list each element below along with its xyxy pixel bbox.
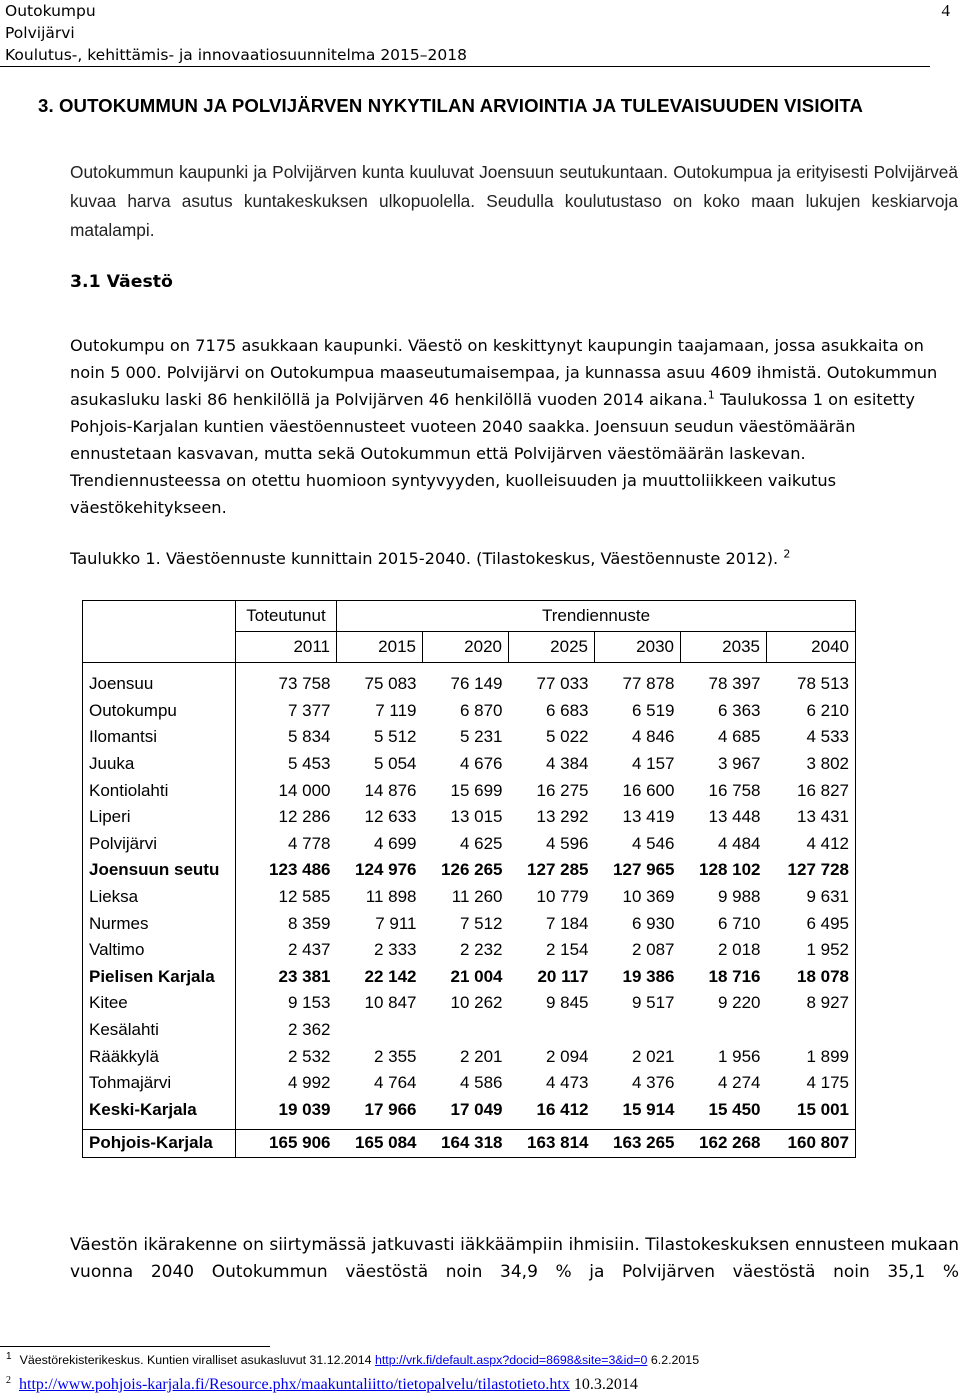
total-value: 163 814 <box>527 1133 589 1153</box>
intro-paragraph: Outokummun kaupunki ja Polvijärven kunta kuuluvat Joensuun seutukuntaan. Outokumpua ja erityisesti Polvijärveä kuvaa harva asutus kuntakeskuksen ulkopuolella. Seudulla koulutustaso on koko maan lukujen keskiarvoja matalampi. <box>70 162 958 240</box>
population-value: 16 758 <box>708 780 761 800</box>
table-row <box>83 964 856 991</box>
population-value: 19 386 <box>622 966 675 986</box>
population-value: 6 930 <box>631 913 675 933</box>
population-value: 4 586 <box>459 1073 503 1093</box>
population-value: 128 102 <box>699 860 761 880</box>
table-header-row-groups <box>83 601 856 632</box>
year-header: 2011 <box>236 632 337 663</box>
footnote-1-link[interactable]: http://vrk.fi/default.aspx?docid=8698&site=3&id=0 <box>374 1353 648 1367</box>
population-value: 4 685 <box>717 727 761 747</box>
footnote-2-suffix: 10.3.2014 <box>573 1376 638 1393</box>
table-row <box>83 884 856 911</box>
population-value <box>681 1017 767 1044</box>
population-value: 9 631 <box>806 887 849 907</box>
subsection-title: 3.1 Väestö <box>70 272 173 292</box>
municipality-name: Valtimo <box>89 940 145 960</box>
population-value: 7 911 <box>375 913 417 933</box>
population-value: 13 015 <box>450 807 503 827</box>
footnote-2-mark: 2 <box>6 1374 11 1386</box>
population-value: 6 495 <box>806 913 849 933</box>
population-value: 21 004 <box>450 966 503 986</box>
municipality-name: Juuka <box>89 754 135 774</box>
population-value <box>337 1017 423 1044</box>
population-value: 2 333 <box>373 940 417 960</box>
population-value: 9 153 <box>236 990 337 1017</box>
footnote-1-suffix: 6.2.2015 <box>650 1353 700 1367</box>
population-value: 10 369 <box>622 887 675 907</box>
population-value: 17 049 <box>450 1099 503 1119</box>
total-value: 163 265 <box>613 1133 675 1153</box>
section-title: 3. OUTOKUMMUN JA POLVIJÄRVEN NYKYTILAN ARVIOINTIA JA TULEVAISUUDEN VISIOITA <box>38 95 864 116</box>
population-value: 5 231 <box>459 727 503 747</box>
population-value: 15 001 <box>797 1099 849 1119</box>
population-value: 2 437 <box>236 937 337 964</box>
footnote-1-mark: 1 <box>6 1350 12 1362</box>
population-value: 12 585 <box>236 884 337 911</box>
municipality-name: Kesälahti <box>89 1020 159 1040</box>
spacer-cell <box>337 663 423 672</box>
population-value: 5 512 <box>373 727 417 747</box>
population-value: 14 000 <box>236 777 337 804</box>
population-value <box>423 1017 509 1044</box>
population-value: 8 359 <box>236 910 337 937</box>
table-header-row-years <box>83 632 856 663</box>
total-value: 164 318 <box>441 1133 503 1153</box>
population-value: 4 778 <box>236 831 337 858</box>
municipality-name: Joensuu <box>89 674 154 694</box>
table-row <box>83 724 856 751</box>
header-line-2: Polvijärvi <box>5 24 75 42</box>
population-value: 16 600 <box>622 780 675 800</box>
population-value: 6 710 <box>717 913 761 933</box>
population-value: 7 512 <box>459 913 503 933</box>
body-part-1: Outokumpu on 7175 asukkaan kaupunki. Väestö on keskittynyt kaupungin taajamaan, jossa asukkaita on noin 5 000. Polvijärvi on Outokumpua maaseutumaisempaa, ja kunnassa asuu 4609 ihmistä. Outokummun asukasluku laski 86 henkilöllä ja Polvijärven 46 henkilöllä vuoden 2014 aikana. <box>70 336 938 409</box>
population-value: 4 596 <box>545 833 589 853</box>
population-value: 2 087 <box>631 940 675 960</box>
table-row <box>83 937 856 964</box>
population-value: 1 956 <box>717 1046 761 1066</box>
population-value <box>767 1017 856 1044</box>
population-value: 2 154 <box>545 940 589 960</box>
population-value: 13 431 <box>797 807 849 827</box>
population-value: 16 827 <box>797 780 849 800</box>
population-value: 2 532 <box>236 1043 337 1070</box>
population-value: 14 876 <box>364 780 417 800</box>
year-header: 2025 <box>509 632 595 663</box>
population-value: 4 157 <box>631 754 675 774</box>
table-row <box>83 1097 856 1124</box>
page-number: 4 <box>941 1 950 20</box>
population-value: 6 683 <box>545 700 589 720</box>
population-value: 12 286 <box>236 804 337 831</box>
population-value: 127 285 <box>527 860 589 880</box>
header-actual: Toteutunut <box>236 601 337 632</box>
population-value: 1 899 <box>806 1046 849 1066</box>
table-row <box>83 857 856 884</box>
population-value: 10 779 <box>536 887 589 907</box>
population-value: 16 275 <box>536 780 589 800</box>
population-value: 3 967 <box>717 754 761 774</box>
header-blank-cell <box>83 601 236 632</box>
population-value: 2 201 <box>459 1046 503 1066</box>
header-divider <box>0 66 930 67</box>
municipality-name: Kontiolahti <box>89 780 169 800</box>
population-value: 3 802 <box>806 754 849 774</box>
population-value: 5 022 <box>545 727 589 747</box>
table-row <box>83 751 856 778</box>
population-value: 11 898 <box>365 887 417 907</box>
header-forecast: Trendiennuste <box>337 601 856 632</box>
municipality-name: Ilomantsi <box>89 727 158 747</box>
population-value: 5 453 <box>236 751 337 778</box>
population-value: 4 546 <box>631 833 675 853</box>
municipality-name: Liperi <box>89 807 131 827</box>
population-value: 13 448 <box>708 807 761 827</box>
population-value: 127 965 <box>613 860 675 880</box>
page-header <box>5 0 467 66</box>
footnote-2 <box>6 1376 638 1394</box>
footnote-divider <box>0 1346 270 1347</box>
population-value: 4 676 <box>459 754 503 774</box>
year-header: 2035 <box>681 632 767 663</box>
municipality-name: Polvijärvi <box>89 833 158 853</box>
total-value: 162 268 <box>699 1133 761 1153</box>
municipality-name: Nurmes <box>89 913 149 933</box>
population-value: 18 716 <box>708 966 761 986</box>
table-row <box>83 698 856 725</box>
spacer-cell <box>681 663 767 672</box>
municipality-name: Pielisen Karjala <box>89 966 215 986</box>
population-value: 8 927 <box>806 993 849 1013</box>
population-value: 127 728 <box>787 860 849 880</box>
municipality-name: Outokumpu <box>89 700 177 720</box>
table-row <box>83 804 856 831</box>
municipality-name: Lieksa <box>89 887 139 907</box>
population-value: 17 966 <box>364 1099 417 1119</box>
spacer-cell <box>595 663 681 672</box>
spacer-cell <box>509 663 595 672</box>
spacer-cell <box>83 663 236 672</box>
population-value: 10 262 <box>450 993 503 1013</box>
population-value: 20 117 <box>537 966 589 986</box>
population-value: 19 039 <box>236 1097 337 1124</box>
population-value: 15 914 <box>622 1099 675 1119</box>
population-value: 13 419 <box>622 807 675 827</box>
header-blank-cell <box>83 632 236 663</box>
population-value: 4 533 <box>806 727 849 747</box>
municipality-name: Keski-Karjala <box>89 1099 197 1119</box>
year-header: 2040 <box>767 632 856 663</box>
header-line-3: Koulutus-, kehittämis- ja innovaatiosuunnitelma 2015–2018 <box>5 46 467 64</box>
population-value: 7 184 <box>545 913 589 933</box>
population-value: 4 846 <box>631 727 675 747</box>
total-value: 165 906 <box>236 1130 337 1158</box>
footnote-2-link[interactable]: http://www.pohjois-karjala.fi/Resource.phx/maakuntaliitto/tietopalvelu/tilastotieto.htx <box>19 1376 570 1393</box>
municipality-name: Kitee <box>89 993 128 1013</box>
population-value: 4 376 <box>631 1073 675 1093</box>
population-value <box>509 1017 595 1044</box>
table-row <box>83 831 856 858</box>
population-value: 126 265 <box>441 860 503 880</box>
table-row <box>83 671 856 698</box>
header-line-1: Outokumpu <box>5 2 96 20</box>
population-value: 7 377 <box>236 698 337 725</box>
population-value: 22 142 <box>364 966 417 986</box>
population-value: 4 764 <box>373 1073 417 1093</box>
population-value: 75 083 <box>364 674 417 694</box>
population-value: 15 450 <box>708 1099 761 1119</box>
population-value: 4 384 <box>545 754 589 774</box>
population-value: 16 412 <box>536 1099 589 1119</box>
population-value: 2 018 <box>717 940 761 960</box>
population-value: 78 513 <box>797 674 849 694</box>
population-value: 6 519 <box>631 700 675 720</box>
footnote-1-text: Väestörekisterikeskus. Kuntien viralliset asukasluvut 31.12.2014 <box>19 1353 372 1367</box>
population-value: 9 988 <box>717 887 761 907</box>
table-row <box>83 990 856 1017</box>
population-value: 12 633 <box>364 807 417 827</box>
municipality-name: Joensuun seutu <box>89 860 220 880</box>
population-value: 4 473 <box>545 1073 589 1093</box>
spacer-cell <box>767 663 856 672</box>
population-value: 4 274 <box>717 1073 761 1093</box>
population-value: 73 758 <box>236 671 337 698</box>
total-value: 160 807 <box>787 1133 849 1153</box>
population-value: 77 033 <box>536 674 589 694</box>
population-value <box>595 1017 681 1044</box>
population-value: 2 232 <box>459 940 503 960</box>
total-value: 165 084 <box>355 1133 417 1153</box>
year-header: 2020 <box>423 632 509 663</box>
municipality-name: Tohmajärvi <box>89 1073 172 1093</box>
population-value: 4 484 <box>717 833 761 853</box>
population-value: 2 021 <box>631 1046 675 1066</box>
table-row <box>83 1043 856 1070</box>
population-value: 124 976 <box>355 860 417 880</box>
table-row <box>83 1017 856 1044</box>
population-value: 123 486 <box>236 857 337 884</box>
table-row <box>83 910 856 937</box>
age-structure-paragraph: Väestön ikärakenne on siirtymässä jatkuvasti iäkkäämpiin ihmisiin. Tilastokeskuksen ennusteen mukaan vuonna 2040 Outokummun väestöstä noin 34,9 % ja Polvijärven väestöstä noin 35,1 % <box>70 1235 959 1282</box>
body-part-2: Taulukossa 1 on esitetty Pohjois-Karjalan kuntien väestöennusteet vuoteen 2040 saakka. Joensuun seudun väestömäärän ennustetaan kasvavan, mutta sekä Outokummun että Polvijärven väestömäärän laskevan. Trendiennusteessa on otettu huomioon syntyvyyden, kuolleisuuden ja muuttoliikkeen vaikutus väestökehitykseen. <box>70 390 915 517</box>
population-paragraph <box>70 332 955 521</box>
population-value: 4 625 <box>459 833 503 853</box>
population-value: 77 878 <box>622 674 675 694</box>
table-row <box>83 777 856 804</box>
population-value: 6 870 <box>459 700 503 720</box>
population-value: 1 952 <box>806 940 849 960</box>
population-forecast-table <box>82 600 856 1158</box>
population-value: 9 517 <box>631 993 675 1013</box>
table-row <box>83 1070 856 1097</box>
population-value: 76 149 <box>450 674 503 694</box>
footnote-ref-2[interactable]: 2 <box>783 547 791 561</box>
table-spacer <box>83 663 856 672</box>
spacer-cell <box>423 663 509 672</box>
population-value: 2 362 <box>236 1017 337 1044</box>
population-value: 9 220 <box>717 993 761 1013</box>
population-value: 10 847 <box>364 993 417 1013</box>
footnote-1 <box>6 1350 700 1367</box>
year-header: 2015 <box>337 632 423 663</box>
population-value: 2 355 <box>373 1046 417 1066</box>
table-total-row <box>83 1130 856 1158</box>
population-value: 6 363 <box>717 700 761 720</box>
population-value: 5 054 <box>373 754 417 774</box>
municipality-name: Rääkkylä <box>89 1046 159 1066</box>
population-value: 6 210 <box>806 700 849 720</box>
table-caption-text: Taulukko 1. Väestöennuste kunnittain 2015-2040. (Tilastokeskus, Väestöennuste 2012). <box>70 549 779 568</box>
total-name: Pohjois-Karjala <box>89 1133 213 1153</box>
spacer-cell <box>236 663 337 672</box>
population-value: 9 845 <box>545 993 589 1013</box>
population-value: 78 397 <box>708 674 761 694</box>
population-value: 15 699 <box>450 780 503 800</box>
population-value: 7 119 <box>375 700 417 720</box>
population-value: 23 381 <box>236 964 337 991</box>
population-value: 4 992 <box>236 1070 337 1097</box>
population-value: 4 412 <box>806 833 849 853</box>
year-header: 2030 <box>595 632 681 663</box>
population-value: 5 834 <box>236 724 337 751</box>
population-value: 2 094 <box>545 1046 589 1066</box>
population-value: 4 699 <box>373 833 417 853</box>
population-value: 18 078 <box>797 966 849 986</box>
footnote-ref-1[interactable]: 1 <box>707 388 715 402</box>
table-caption <box>70 549 790 568</box>
population-value: 13 292 <box>536 807 589 827</box>
population-value: 4 175 <box>806 1073 849 1093</box>
population-value: 11 260 <box>451 887 503 907</box>
